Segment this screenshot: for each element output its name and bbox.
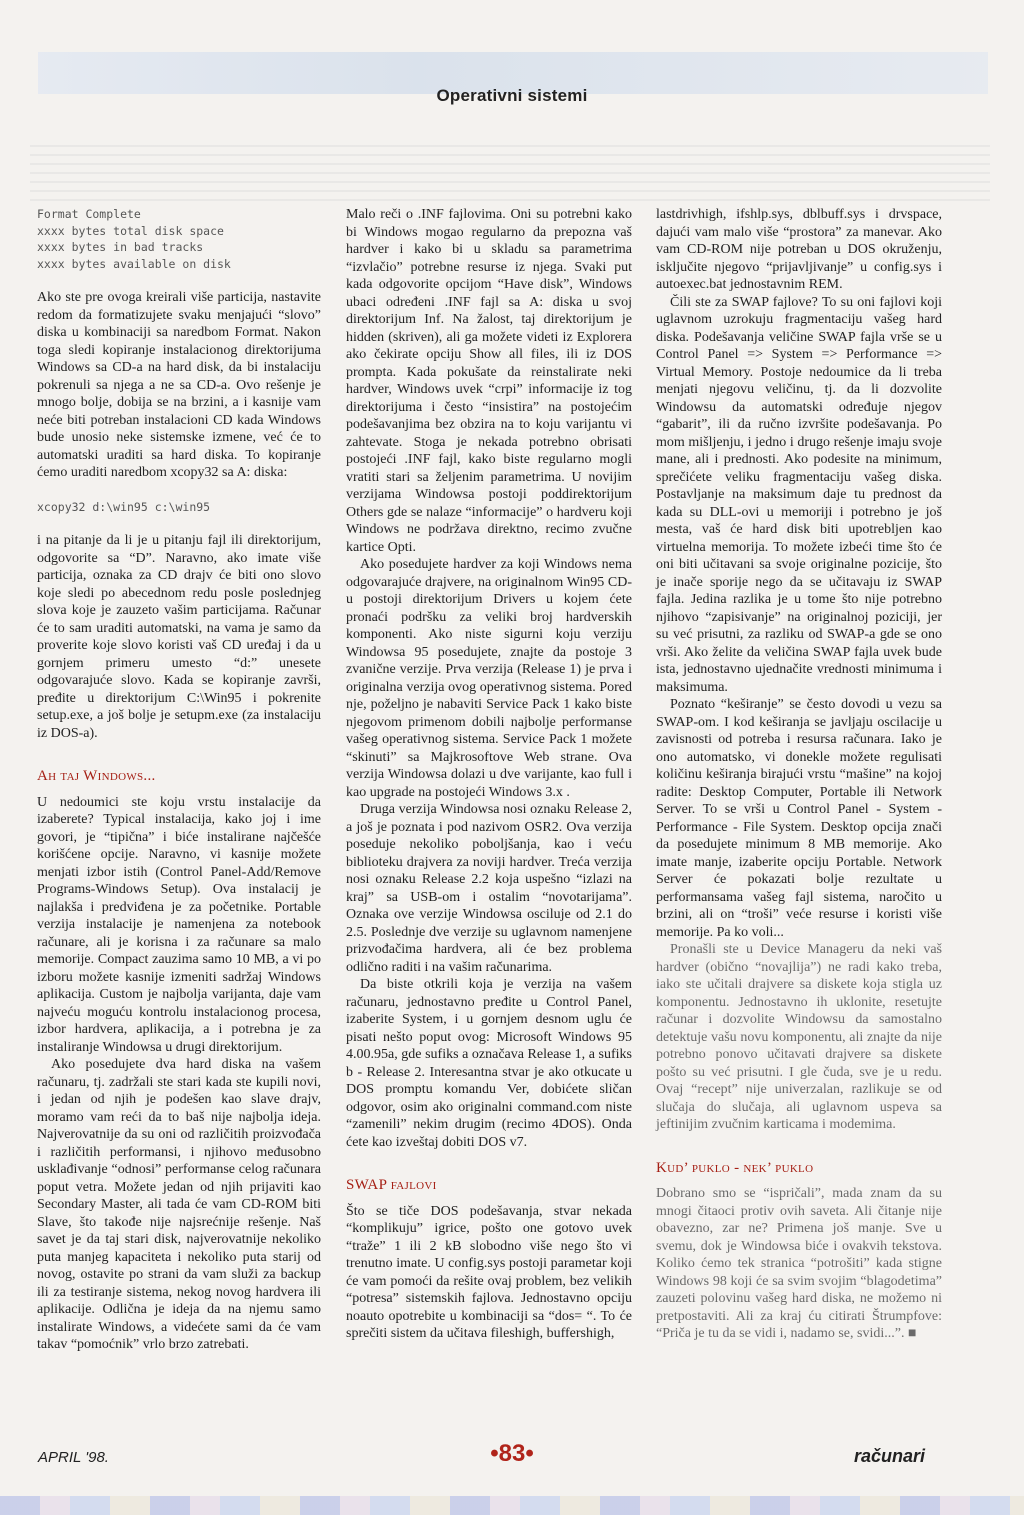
paragraph: Ako ste pre ovoga kreirali više particija, nastavite redom da formatizujete svaku menjajući “slovo” diska u kombinaciji sa naredbom Format. Nakon toga sledi kopiranje instalacionog direktorijuma Windows sa CD-a na hard disk, da bi instalaciju pokrenuli sa njega a ne sa CD-a. Ovo rešenje je mnogo bolje, dobija se na brzini, a i kasnije vam neće biti potreban instalacioni CD kada Windows bude unosio neke sistemske izmene, već će to automatski uraditi sa hard diska. To kopiranje ćemo uraditi naredbom xcopy32 sa A: diska: bbox=[37, 290, 321, 480]
paragraph: Da biste otkrili koja je verzija na vašem računaru, jednostavno pređite u Control Panel, izaberite System, i u gornjem desnom uglu će pisati nešto poput ovog: Microsoft Windows 95 4.00.95a, gde sufiks a označava Release 1, a sufiks b - Release 2. Interesantna stvar je ako otkucate u DOS promptu komandu Ver, dobićete sličan odgovor, osim ako originalni command.com niste “zamenili” nekim drugim (recimo 4DOS). Onda ćete kao izveštaj dobiti DOS v7. bbox=[346, 977, 632, 1150]
paragraph: Ako posedujete dva hard diska na vašem računaru, tj. zadržali ste stari kada ste kupili novi, i jedan od njih je podešen kao slave drajv, moramo vam reći da to baš nije najbolja ideja. Najverovatnije da su oni od različitih proizvođača i različitih performansi, i njihovo međusobno usklađivanje “odnosi” performanse celog računara poput vetra. Možete jedan od njih prijaviti kao Secondary Master, ali tada će vam CD-ROM biti Slave, što takođe nije najsrećnije rešenje. Naš savet je da taj stari disk, najverovatnije nekoliko puta manjeg kapaciteta i nekoliko puta starij od novog, ostavite po strani da vam služi za backup ili za testiranje sistema, nekog novog hardvera ili aplikacije. Odlična je ideja da na njemu samo instalirate Windows, a videćete sami da će vam takav “pomoćnik” vrlo brzo zatrebati. bbox=[37, 1057, 321, 1352]
paragraph: U nedoumici ste koju vrstu instalacije da izaberete? Typical instalacija, kako joj i ime govori, je “tipična” i biće instalirane najčešće korišćene opcije. Naravno, vi kasnije možete menjati izbor istih (Control Panel-Add/Remove Programs-Windows Setup). Ova instalacij je najlakša i predviđena je za početnike. Portable verzija instalacije je namenjena za notebook računare, ali je korisna i za računare sa malo memorije. Compact zauzima samo 10 MB, a vi po izboru možete kasnije izmeniti sadržaj Windows aplikacija. Custom je najbolja varijanta, daje vam najveću moguću kontrolu instalacionog procesa, izbor hardvera, aplikacija, a i potrebna je za instaliranje Windowsa u drugi direktorijum. bbox=[37, 794, 321, 1055]
section-heading: Kud’ puklo - nek’ puklo bbox=[656, 1159, 814, 1176]
paragraph: Što se tiče DOS podešavanja, stvar nekada “komplikuju” igrice, pošto one gotovo uvek “traže” 1 ili 2 kB slobodno više nego što vi trenutno imate. U config.sys postoji parametar koji će vam pomoći da rešite ovaj problem, bez velikih “potresa” sistemskih fajlova. Jednostavno opciju noauto opotrebite u kombinaciji sa “dos= “. To će sprečiti sistem da učitava fileshigh, buffershigh, bbox=[346, 1203, 632, 1341]
code-block-format: Format Complete xxxx bytes total disk space xxxx bytes in bad tracks xxxx bytes available on disk bbox=[37, 207, 231, 271]
section-heading: SWAP fajlovi bbox=[346, 1177, 437, 1193]
section-heading: Ah taj Windows... bbox=[37, 768, 156, 784]
code-block-xcopy: xcopy32 d:\win95 c:\win95 bbox=[37, 499, 211, 514]
magazine-name: računari bbox=[854, 1446, 926, 1466]
column-1 bbox=[37, 206, 321, 1354]
section-title: Operativni sistemi bbox=[436, 86, 588, 105]
paragraph: Pronašli ste u Device Manageru da neki vaš hardver (obično “novajlija”) ne radi kako treba, iako ste učitali drajvere sa diskete koja stigla uz komponentu. Jednostavno ih uklonite, resetujte računar i dozvolite Windowsu da samostalno detektuje vašu novu komponentu, ali znajte da nije potrebno ponovo učitavati drajvere sa diskete pošto su već prisutni. I gle čuda, sve je u redu. Ovaj “recept” nije univerzalan, razlikuje se od slučaja do slučaja, ali uglavnom uspeva sa jeftinijim zvučnim karticama i modemima. bbox=[656, 942, 942, 1132]
paragraph: i na pitanje da li je u pitanju fajl ili direktorijum, odgovorite sa “D”. Naravno, ako imate više particija, oznaka za CD drajv će biti ono slovo koje sledi po abecednom redu posle poslednjeg slova koje je zauzeto vašim particijama. Računar će to sam uraditi automatski, na vama je samo da proverite koje slovo koristi vaš CD uređaj i da u gornjem primeru umesto “d:” unesete odgovarajuće slovo. Kada se kopiranje završi, pređite u direktorijum C:\Win95 i pokrenite setup.exe, a još bolje je setupm.exe (za instalaciju iz DOS-a). bbox=[37, 533, 321, 741]
paragraph: Druga verzija Windowsa nosi oznaku Release 2, a još je poznata i pod nazivom OSR2. Ova verzija poseduje nekoliko poboljšanja, kao i veću biblioteku drajvera za noviji hardver. Treća verzija nosi oznaku Release 2.2 koja uspešno “izlazi na kraj” sa USB-om i ostalim “novotarijama”. Oznaka ove verzije Windowsa osciluje od 2.1 do 2.5. Poslednje dve verzije su uglavnom namenjene prizvođačima hardvera, ali će bez problema odlično raditi i na vašim računarima. bbox=[346, 802, 632, 975]
paragraph: Dobrano smo se “ispričali”, mada znam da su mnogi čitaoci protiv ovih saveta. Ali čitanje nije obavezno, zar ne? Primena još manje. Sve u svemu, dok je Windowsa biće i ovakvih tekstova. Koliko ćemo tek stranica “potrošiti” kada stigne Windows 98 koji će sa svim svojim “blagodetima” zauzeti polovinu vašeg hard diska, ne možemo ni pretpostaviti. Ali za kraj ću citirati Štrumpfove: “Priča je tu da se vidi i, nadamo se, svidi...”. ■ bbox=[656, 1186, 942, 1341]
paragraph: Ako posedujete hardver za koji Windows nema odgovarajuće drajvere, na originalnom Win95 CD-u postoji direktorijum Drivers u kojem ćete pronaći podršku za veliki broj hardverskih komponenti. Ako niste sigurni koju verziju Windowsa 95 posedujete, znajte da postoje 3 zvanične verzije. Prva verzija (Release 1) je prva i originalna verzija ovog operativnog sistema. Pored nje, poželjno je nabaviti Service Pack 1 kako biste njegovom primenom dobili najbolje performanse vašeg operativnog sistema. Service Pack 1 možete “skinuti” sa Majkrosoftove Web strane. Ova verzija Windowsa dolazi u dve varijante, kao full i kao upgrade na postojeći Windows 3.x . bbox=[346, 557, 632, 800]
paragraph: lastdrivhigh, ifshlp.sys, dblbuff.sys i drvspace, dajući vam malo više “prostora” za manevar. Ako vam CD-ROM nije potreban u DOS okruženju, isključite njegovo “prijavljivanje” u config.sys i autoexec.bat jednostavnim REM. bbox=[656, 207, 942, 292]
page-number: •83• bbox=[490, 1440, 534, 1467]
paragraph: Malo reči o .INF fajlovima. Oni su potrebni kako bi Windows mogao regularno da prepozna vaš hardver i kako bi u skladu sa parametrima “izvlačio” potrebne resurse iz njega. Svaki put kada odgovorite opcijom “Have disk”, Windows ubaci određeni .INF fajl sa A: diska u svoj direktorijum Inf. Na žalost, taj direktorijum je hidden (skriven), ali ga možete videti iz Explorera ako čekirate opciju Show all files, ili iz DOS prompta. Kada pokušate da reinstalirate neki hardver, Windows uvek “crpi” informacije iz tog direktorijuma i često “insistira” na postojećim podešavanjima bez obzira na to koju varijantu vi zahtevate. Stoga je nekada potrebno obrisati postojeći .INF fajl, kako biste regularno mogli vratiti stari sa željenim parametrima. U novijim verzijama Windowsa postoji poddirektorijum Others gde se nalaze “informacije” o hardveru koji Windows ne podržava direktno, recimo zvučne kartice Opti. bbox=[346, 207, 632, 555]
column-3 bbox=[656, 206, 942, 1343]
issue-date: APRIL '98. bbox=[38, 1449, 109, 1466]
column-2 bbox=[346, 206, 632, 1343]
bottom-color-strip bbox=[0, 1496, 1024, 1515]
show-through-background bbox=[30, 145, 990, 205]
paragraph: Čili ste za SWAP fajlove? To su oni fajlovi koji uglavnom uzrokuju fragmentaciju vašeg hard diska. Podešavanja veličine SWAP fajla vrše se u Control Panel => System => Performance => Virtual Memory. Postoje nedoumice da li treba menjati njegovu veličinu, tj. da li dozvolite Windowsu da automatski određuje njegov “gabarit”, ili da ručno izvršite podešavanja. Po mom mišljenju, i jedno i drugo rešenje imaju svoje mane, ali i prednosti. Ako podesite na minimum, sprečićete veliku fragmentaciju vašeg diska. Postavljanje na maksimum daje tu prednost da kada su DLL-ovi u memoriji i potrebno je još mesta, vaš će hard disk biti upotrebljen kao virtuelna memorija. To možete izbeći time što će oni biti učitavani sa svoje originalne pozicije, što je inače sporije nego da se učitavaju iz SWAP fajla. Jedina razlika je u tome što nije potrebno njihovo “zapisivanje” na originalnoj poziciji, jer su već prisutni, za razliku od SWAP-a gde se ono vrši. Ako želite da veličina SWAP fajla uvek bude ista, jednostavno ujednačite vrednosti minimuma i maksimuma. bbox=[656, 294, 942, 695]
paragraph: Poznato “keširanje” se često dovodi u vezu sa SWAP-om. I kod keširanja se javljaju oscilacije u zavisnosti od potreba i resursa računara. Iako je ono automatsko, vi donekle možete regulisati količinu keširanja birajući vrstu “mašine” na kojoj radite: Desktop Computer, Portable ili Network Server. To se vrši u Control Panel - System - Performance - File System. Desktop opcija znači da posedujete minimum 8 MB memorije. Ako imate manje, izaberite opciju Portable. Network Server će pokazati bolje rezultate u performansama vašeg fajl sistema, naročito u brzini, ali on “troši” veće resurse i koristi više memorije. Pa ko voli... bbox=[656, 697, 942, 940]
